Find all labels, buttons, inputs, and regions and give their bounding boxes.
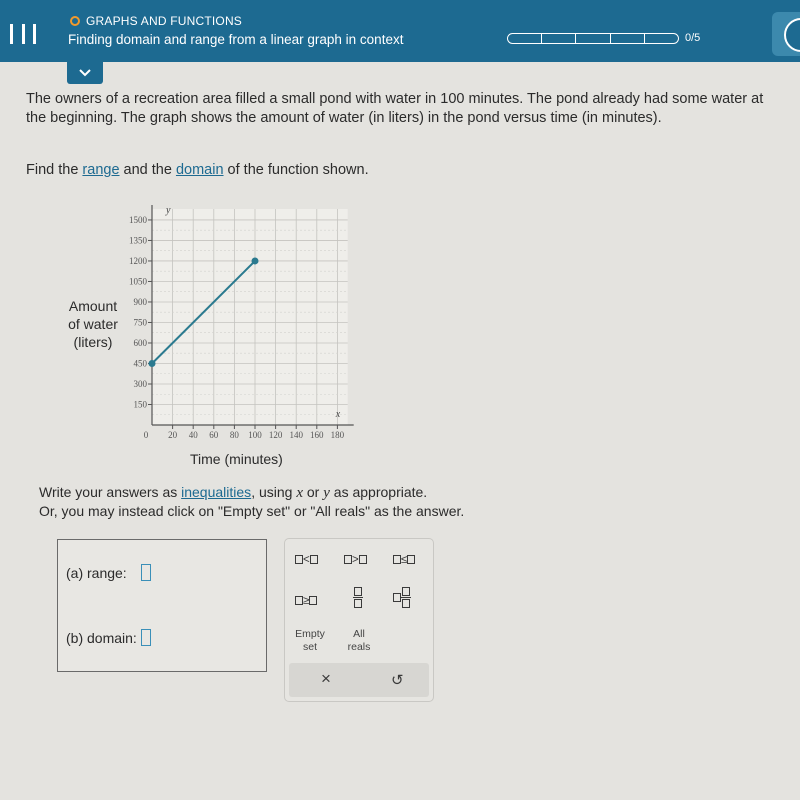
topic-row: [70, 14, 242, 28]
lesson-title: Finding domain and range from a linear graph in context: [68, 32, 404, 47]
greater-equal-button[interactable]: ≥: [295, 595, 317, 608]
x-tick-label: 20: [168, 430, 178, 440]
y-tick-label: 1050: [129, 276, 147, 287]
less-equal-button[interactable]: ≤: [393, 554, 415, 567]
x-tick-label: 40: [188, 430, 198, 440]
y-tick-label: 1200: [129, 255, 147, 266]
progress-bar: [507, 33, 679, 44]
y-tick-label: 900: [133, 296, 147, 307]
data-point: [149, 360, 156, 367]
domain-label: (b) domain:: [66, 629, 137, 646]
less-than-button[interactable]: <: [295, 554, 318, 567]
keypad-actions: [289, 663, 429, 697]
range-label: (a) range:: [66, 564, 127, 581]
plot-area: [152, 209, 348, 425]
find-instruction: Find the range and the domain of the function shown.: [26, 162, 369, 178]
x-tick-label: 60: [209, 430, 219, 440]
clear-icon[interactable]: ×: [321, 669, 331, 688]
mixed-number-button[interactable]: [393, 587, 411, 608]
range-link[interactable]: range: [82, 162, 120, 178]
inequalities-link[interactable]: inequalities: [181, 484, 252, 500]
chevron-down-icon: [78, 68, 92, 78]
problem-statement: The owners of a recreation area filled a small pond with water in 100 minutes. The pond already had some water at the beginning. The graph shows the amount of water (in liters) in the pond versus time (in minutes).: [26, 91, 764, 126]
y-axis-letter: y: [166, 205, 171, 217]
all-reals-button[interactable]: All reals: [347, 628, 371, 653]
origin-label: 0: [143, 430, 149, 440]
y-tick-label: 150: [133, 399, 147, 410]
x-tick-label: 120: [268, 430, 283, 440]
x-axis-label: Time (minutes): [190, 451, 283, 467]
x-tick-label: 100: [248, 430, 262, 440]
y-tick-label: 1500: [129, 214, 147, 225]
y-tick-label: 300: [133, 378, 147, 389]
top-bar: [0, 0, 800, 62]
x-tick-label: 140: [289, 430, 303, 440]
menu-icon[interactable]: [10, 22, 36, 46]
domain-link[interactable]: domain: [175, 162, 224, 178]
progress-indicator: [507, 32, 700, 44]
topic-label: GRAPHS AND FUNCTIONS: [86, 14, 243, 28]
y-tick-label: 600: [133, 337, 147, 348]
answer-panel: [57, 539, 267, 672]
greater-than-button[interactable]: >: [344, 554, 367, 567]
y-axis-label: Amount of water (liters): [68, 298, 118, 350]
range-input[interactable]: [141, 564, 151, 581]
y-tick-label: 750: [133, 317, 147, 328]
fraction-button[interactable]: [353, 587, 363, 608]
x-tick-label: 180: [330, 430, 345, 440]
math-keypad: [284, 538, 434, 702]
data-point: [252, 257, 259, 264]
domain-row: [66, 629, 151, 646]
topic-status-icon: [70, 16, 80, 26]
x-tick-label: 80: [229, 430, 239, 440]
empty-set-button[interactable]: Empty set: [295, 628, 325, 653]
range-row: [66, 564, 151, 581]
domain-input[interactable]: [141, 629, 151, 646]
x-tick-label: 160: [310, 430, 324, 440]
collapse-toggle[interactable]: [67, 62, 103, 84]
answer-instructions: Write your answers as inequalities, using x or y as appropriate. Or, you may instead click on "Empty set" or "All reals" as the answer.: [39, 484, 465, 519]
x-axis-letter: x: [335, 409, 341, 420]
y-tick-label: 1350: [129, 235, 147, 246]
progress-count: 0/5: [685, 32, 701, 44]
undo-icon[interactable]: ↺: [391, 672, 404, 689]
y-tick-label: 450: [133, 358, 147, 369]
